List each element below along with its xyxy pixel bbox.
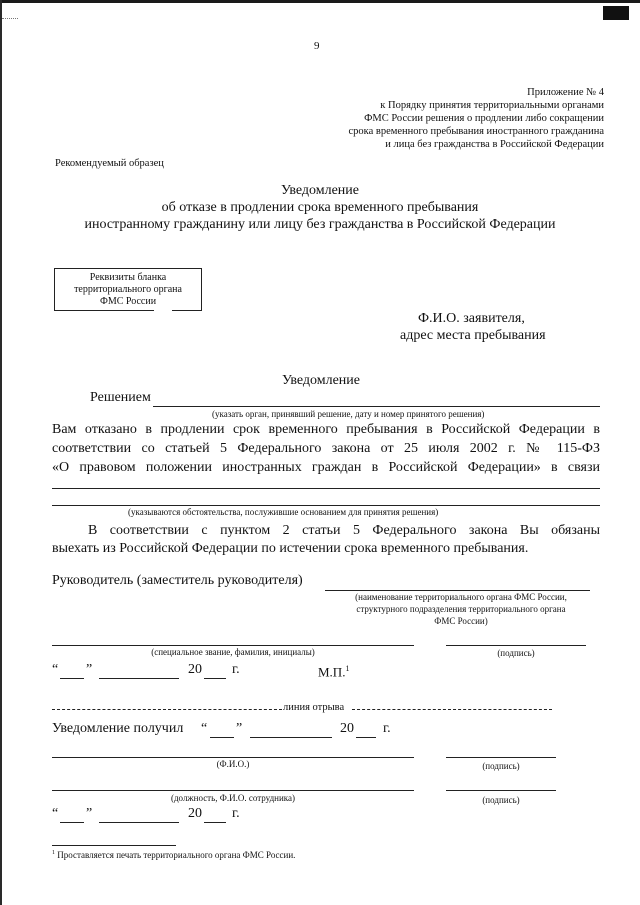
date-suffix-1: г. — [232, 662, 240, 677]
footnote — [52, 850, 295, 860]
date-month-line-3 — [99, 822, 179, 823]
scan-corner-mark — [603, 6, 629, 20]
appendix-line-1: к Порядку принятия территориальными органами — [380, 100, 604, 111]
appendix-line-3: срока временного пребывания иностранного гражданина — [348, 126, 604, 137]
date-suffix-2: г. — [383, 721, 391, 736]
blank-box-line-1: Реквизиты бланка — [89, 272, 167, 283]
decision-fill-line — [153, 406, 600, 407]
cut-line-left — [52, 709, 282, 710]
notice-heading: Уведомление — [282, 373, 361, 388]
head-hint-2: структурного подразделения территориального органа — [356, 604, 566, 614]
stamp-footnote-mark: 1 — [345, 664, 350, 673]
sample-label: Рекомендуемый образец — [55, 158, 164, 169]
sign-fill-line-2 — [446, 757, 556, 758]
head-hint-1: (наименование территориального органа ФМС России, — [355, 592, 567, 602]
footnote-mark: 1 — [52, 850, 55, 856]
received-label: Уведомление получил — [52, 721, 184, 736]
document-title: Уведомление — [280, 183, 359, 198]
applicant-name-label: Ф.И.О. заявителя, — [418, 311, 525, 326]
date-quote-open-1: “ — [52, 662, 59, 677]
date-year-line-3 — [204, 822, 226, 823]
sign-hint-1: (подпись) — [497, 648, 535, 658]
date-year-line-1 — [204, 678, 226, 679]
grounds-line-2 — [52, 505, 600, 506]
decision-hint: (указать орган, принявший решение, дату и номер принятого решения) — [212, 409, 485, 419]
date-quote-close-3: ” — [86, 806, 93, 821]
body-line-2: соответствии со статьей 5 Федерального закона от 25 июля 2002 г. № 115-ФЗ — [52, 441, 600, 456]
date-quote-close-2: ” — [236, 721, 243, 736]
date-month-line-2 — [250, 737, 332, 738]
scan-border-left — [0, 0, 2, 905]
head-hint-3: ФМС России) — [434, 616, 488, 626]
sign-hint-3: (подпись) — [482, 795, 520, 805]
stamp-label-text: М.П. — [318, 664, 346, 680]
grounds-line-1 — [52, 488, 600, 489]
obligation-line-2: выехать из Российской Федерации по истечении срока временного пребывания. — [52, 541, 529, 556]
head-fill-line — [325, 590, 590, 591]
sign-fill-line-1 — [446, 645, 586, 646]
date-year-line-2 — [356, 737, 376, 738]
date-year-1: 20 — [188, 662, 202, 677]
cut-line-right — [352, 709, 552, 710]
grounds-hint: (указываются обстоятельства, послужившие основанием для принятия решения) — [128, 507, 439, 517]
date-day-line-1 — [60, 678, 84, 679]
date-quote-open-3: “ — [52, 806, 59, 821]
scan-border-top — [0, 0, 640, 3]
position-fill-line — [52, 790, 414, 791]
document-subtitle-2: иностранному гражданину или лицу без гражданства в Российской Федерации — [84, 217, 556, 232]
date-day-line-2 — [210, 737, 234, 738]
blank-box-line-2: территориального органа — [74, 284, 182, 295]
applicant-address-label: адрес места пребывания — [400, 328, 546, 343]
sign-fill-line-3 — [446, 790, 556, 791]
appendix-line-2: ФМС России решения о продлении либо сокращении — [364, 113, 604, 124]
page-number: 9 — [314, 40, 320, 52]
decision-word: Решением — [90, 390, 151, 405]
fio-fill-line — [52, 757, 414, 758]
body-line-1: Вам отказано в продлении срок временного пребывания в Российской Федерации в — [52, 422, 600, 437]
appendix-label: Приложение № 4 — [527, 87, 604, 98]
date-day-line-3 — [60, 822, 84, 823]
footnote-text: Проставляется печать территориального органа ФМС России. — [57, 850, 296, 860]
stamp-label — [318, 664, 349, 680]
position-hint: (должность, Ф.И.О. сотрудника) — [170, 793, 296, 803]
blank-requisites-box — [54, 268, 202, 311]
fio-hint: (Ф.И.О.) — [216, 759, 250, 769]
date-quote-open-2: “ — [201, 721, 208, 736]
blank-box-bottom-right — [172, 310, 201, 311]
date-month-line-1 — [99, 678, 179, 679]
rank-fill-line — [52, 645, 414, 646]
date-year-3: 20 — [188, 806, 202, 821]
body-line-3: «О правовом положении иностранных граждан в Российской Федерации» в связи — [52, 460, 600, 475]
footnote-separator — [52, 845, 176, 846]
cut-line-label: линия отрыва — [283, 702, 345, 713]
blank-box-line-3: ФМС России — [99, 296, 157, 307]
scan-dotted-mark — [2, 18, 18, 19]
document-subtitle-1: об отказе в продлении срока временного пребывания — [161, 200, 479, 215]
appendix-line-4: и лица без гражданства в Российской Федерации — [385, 139, 604, 150]
head-label: Руководитель (заместитель руководителя) — [52, 573, 303, 588]
date-quote-close-1: ” — [86, 662, 93, 677]
date-suffix-3: г. — [232, 806, 240, 821]
sign-hint-2: (подпись) — [482, 761, 520, 771]
blank-box-bottom-left — [54, 310, 154, 311]
date-year-2: 20 — [340, 721, 354, 736]
rank-hint: (специальное звание, фамилия, инициалы) — [151, 647, 315, 657]
obligation-line-1: В соответствии с пунктом 2 статьи 5 Федерального закона Вы обязаны — [88, 523, 600, 538]
